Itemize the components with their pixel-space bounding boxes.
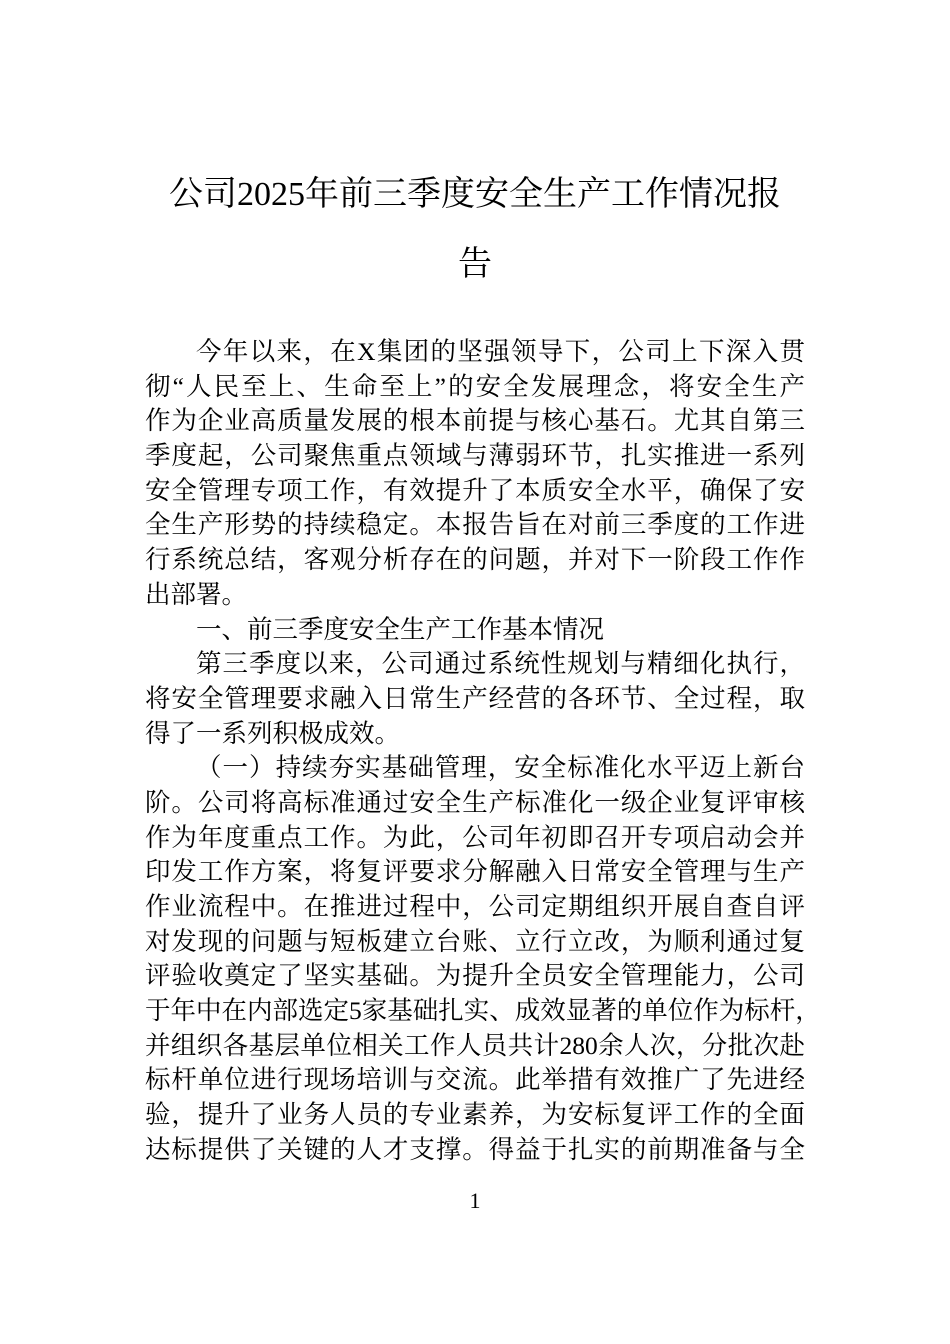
paragraph [145, 647, 805, 751]
text-line: 安全管理专项工作，有效提升了本质安全水平，确保了安 [145, 475, 805, 505]
text-line: 将安全管理要求融入日常生产经营的各环节、全过程，取 [145, 683, 805, 713]
text-line: 作业流程中。在推进过程中，公司定期组织开展自查自评 [145, 892, 805, 921]
text-line: 得了一系列积极成效。 [145, 718, 401, 748]
text-line: 一、前三季度安全生产工作基本情况 [196, 614, 605, 644]
document-title-line-1: 公司2025年前三季度安全生产工作情况报 [169, 176, 781, 213]
text-line: 对发现的问题与短板建立台账、立行立改，为顺利通过复 [145, 926, 805, 956]
document-body [145, 335, 821, 1168]
text-line: 阶。公司将高标准通过安全生产标准化一级企业复评审核 [145, 787, 805, 817]
text-line: 第三季度以来，公司通过系统性规划与精细化执行， [196, 649, 805, 679]
text-line: 全生产形势的持续稳定。本报告旨在对前三季度的工作进 [145, 510, 805, 540]
text-line: 于年中在内部选定5家基础扎实、成效显著的单位作为标杆， [145, 996, 821, 1026]
page-number: 1 [469, 1188, 481, 1213]
text-line: 评验收奠定了坚实基础。为提升全员安全管理能力，公司 [145, 961, 805, 991]
text-line: 作为企业高质量发展的根本前提与核心基石。尤其自第三 [145, 406, 805, 436]
section-heading [145, 613, 805, 648]
document-title-line-2: 告 [458, 246, 492, 283]
paragraph [145, 751, 821, 1167]
text-line: 出部署。 [145, 579, 248, 609]
text-line: 达标提供了关键的人才支撑。得益于扎实的前期准备与全 [145, 1134, 805, 1164]
text-line: 行系统总结，客观分析存在的问题，并对下一阶段工作作 [145, 545, 805, 575]
text-line: 印发工作方案，将复评要求分解融入日常安全管理与生产 [145, 857, 805, 887]
text-line: 今年以来，在X集团的坚强领导下，公司上下深入贯 [196, 337, 805, 366]
paragraph [145, 335, 805, 613]
text-line: （一）持续夯实基础管理，安全标准化水平迈上新台 [196, 753, 805, 783]
text-line: 作为年度重点工作。为此，公司年初即召开专项启动会并 [145, 822, 805, 852]
text-line: 彻“人民至上、生命至上”的安全发展理念，将安全生产 [145, 371, 805, 401]
text-line: 并组织各基层单位相关工作人员共计280余人次，分批次赴 [145, 1030, 805, 1060]
text-line: 季度起，公司聚焦重点领域与薄弱环节，扎实推进一系列 [145, 441, 805, 471]
text-line: 标杆单位进行现场培训与交流。此举措有效推广了先进经 [145, 1065, 805, 1095]
text-line: 验，提升了业务人员的专业素养，为安标复评工作的全面 [145, 1100, 805, 1130]
